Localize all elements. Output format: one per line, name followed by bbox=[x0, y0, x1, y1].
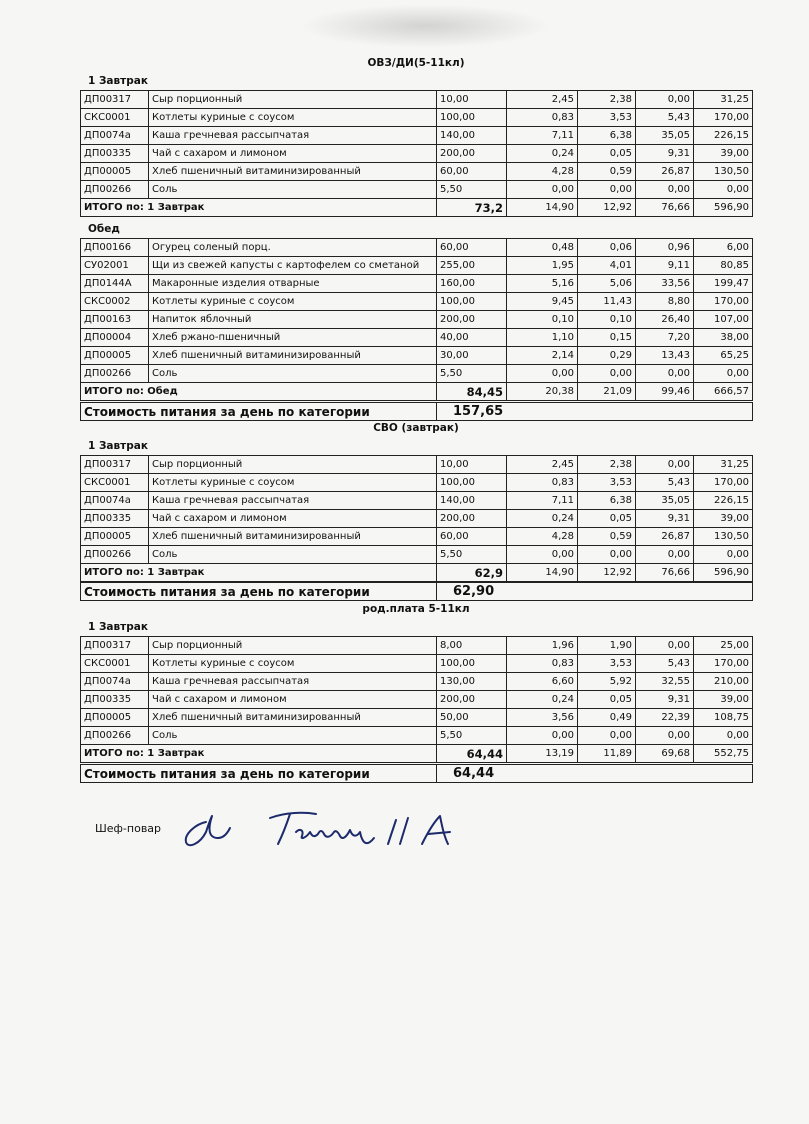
item-fats: 0,00 bbox=[578, 546, 636, 564]
item-code: ДП00005 bbox=[81, 528, 149, 546]
table-row bbox=[81, 510, 753, 528]
item-code: ДП0074а bbox=[81, 673, 149, 691]
item-fats: 0,00 bbox=[578, 365, 636, 383]
item-code: СКС0001 bbox=[81, 655, 149, 673]
item-carbs: 9,31 bbox=[636, 145, 694, 163]
table-row bbox=[81, 275, 753, 293]
item-weight: 5,50 bbox=[437, 546, 507, 564]
item-proteins: 0,00 bbox=[507, 365, 578, 383]
item-fats: 5,92 bbox=[578, 673, 636, 691]
meal-title: Обед bbox=[88, 223, 120, 235]
item-calories: 210,00 bbox=[694, 673, 753, 691]
item-proteins: 1,96 bbox=[507, 637, 578, 655]
table-row bbox=[81, 127, 753, 145]
item-calories: 170,00 bbox=[694, 293, 753, 311]
item-weight: 200,00 bbox=[437, 145, 507, 163]
item-code: СКС0001 bbox=[81, 474, 149, 492]
total-weight: 84,45 bbox=[437, 383, 507, 401]
item-calories: 0,00 bbox=[694, 727, 753, 745]
table-row bbox=[81, 528, 753, 546]
item-fats: 0,00 bbox=[578, 727, 636, 745]
item-calories: 130,50 bbox=[694, 163, 753, 181]
item-weight: 10,00 bbox=[437, 456, 507, 474]
item-carbs: 0,00 bbox=[636, 365, 694, 383]
total-label: ИТОГО по: 1 Завтрак bbox=[81, 199, 437, 217]
item-name: Чай с сахаром и лимоном bbox=[149, 510, 437, 528]
menu-table bbox=[80, 238, 753, 401]
item-calories: 39,00 bbox=[694, 691, 753, 709]
total-weight: 73,2 bbox=[437, 199, 507, 217]
item-fats: 5,06 bbox=[578, 275, 636, 293]
table-row bbox=[81, 181, 753, 199]
item-fats: 3,53 bbox=[578, 474, 636, 492]
item-fats: 0,15 bbox=[578, 329, 636, 347]
item-name: Чай с сахаром и лимоном bbox=[149, 145, 437, 163]
daily-cost-row bbox=[80, 582, 753, 601]
stamp-smudge bbox=[300, 4, 550, 48]
item-calories: 38,00 bbox=[694, 329, 753, 347]
item-code: ДП00335 bbox=[81, 145, 149, 163]
item-name: Сыр порционный bbox=[149, 637, 437, 655]
item-proteins: 0,24 bbox=[507, 510, 578, 528]
total-weight: 64,44 bbox=[437, 745, 507, 763]
item-code: СУ02001 bbox=[81, 257, 149, 275]
menu-table bbox=[80, 455, 753, 582]
item-weight: 200,00 bbox=[437, 510, 507, 528]
item-calories: 199,47 bbox=[694, 275, 753, 293]
total-proteins: 20,38 bbox=[507, 383, 578, 401]
item-code: ДП00317 bbox=[81, 91, 149, 109]
item-carbs: 22,39 bbox=[636, 709, 694, 727]
item-proteins: 0,00 bbox=[507, 181, 578, 199]
item-proteins: 3,56 bbox=[507, 709, 578, 727]
item-fats: 0,05 bbox=[578, 691, 636, 709]
total-label: ИТОГО по: Обед bbox=[81, 383, 437, 401]
item-calories: 31,25 bbox=[694, 91, 753, 109]
total-carbs: 99,46 bbox=[636, 383, 694, 401]
item-name: Котлеты куриные с соусом bbox=[149, 109, 437, 127]
item-carbs: 26,87 bbox=[636, 528, 694, 546]
item-proteins: 0,48 bbox=[507, 239, 578, 257]
item-carbs: 5,43 bbox=[636, 655, 694, 673]
daily-cost-value: 64,44 bbox=[437, 765, 753, 783]
total-calories: 596,90 bbox=[694, 199, 753, 217]
table-row bbox=[81, 637, 753, 655]
item-name: Каша гречневая рассыпчатая bbox=[149, 127, 437, 145]
item-calories: 130,50 bbox=[694, 528, 753, 546]
item-name: Котлеты куриные с соусом bbox=[149, 474, 437, 492]
item-carbs: 5,43 bbox=[636, 109, 694, 127]
total-row bbox=[81, 199, 753, 217]
item-name: Хлеб пшеничный витаминизированный bbox=[149, 528, 437, 546]
item-carbs: 9,11 bbox=[636, 257, 694, 275]
section-title: род.плата 5-11кл bbox=[362, 603, 470, 615]
item-proteins: 0,10 bbox=[507, 311, 578, 329]
item-weight: 100,00 bbox=[437, 474, 507, 492]
item-calories: 226,15 bbox=[694, 492, 753, 510]
menu-table bbox=[80, 636, 753, 763]
total-weight: 62,9 bbox=[437, 564, 507, 582]
item-code: ДП0074а bbox=[81, 127, 149, 145]
item-carbs: 32,55 bbox=[636, 673, 694, 691]
item-weight: 5,50 bbox=[437, 181, 507, 199]
item-calories: 31,25 bbox=[694, 456, 753, 474]
item-proteins: 2,45 bbox=[507, 456, 578, 474]
total-label: ИТОГО по: 1 Завтрак bbox=[81, 745, 437, 763]
total-row bbox=[81, 745, 753, 763]
table-row bbox=[81, 311, 753, 329]
item-calories: 39,00 bbox=[694, 145, 753, 163]
item-weight: 5,50 bbox=[437, 365, 507, 383]
item-code: ДП00005 bbox=[81, 163, 149, 181]
item-name: Сыр порционный bbox=[149, 91, 437, 109]
item-calories: 170,00 bbox=[694, 474, 753, 492]
item-proteins: 1,10 bbox=[507, 329, 578, 347]
item-code: ДП00163 bbox=[81, 311, 149, 329]
item-weight: 200,00 bbox=[437, 311, 507, 329]
total-row bbox=[81, 564, 753, 582]
table-row bbox=[81, 163, 753, 181]
item-carbs: 26,87 bbox=[636, 163, 694, 181]
item-fats: 4,01 bbox=[578, 257, 636, 275]
item-weight: 10,00 bbox=[437, 91, 507, 109]
item-name: Хлеб пшеничный витаминизированный bbox=[149, 709, 437, 727]
item-calories: 0,00 bbox=[694, 546, 753, 564]
table-row bbox=[81, 673, 753, 691]
daily-cost-value: 157,65 bbox=[437, 403, 753, 421]
item-calories: 25,00 bbox=[694, 637, 753, 655]
item-weight: 100,00 bbox=[437, 293, 507, 311]
item-carbs: 33,56 bbox=[636, 275, 694, 293]
item-proteins: 0,24 bbox=[507, 691, 578, 709]
total-carbs: 69,68 bbox=[636, 745, 694, 763]
item-code: ДП00266 bbox=[81, 546, 149, 564]
item-weight: 60,00 bbox=[437, 528, 507, 546]
item-carbs: 0,00 bbox=[636, 637, 694, 655]
item-carbs: 0,00 bbox=[636, 546, 694, 564]
item-weight: 140,00 bbox=[437, 127, 507, 145]
item-code: ДП00335 bbox=[81, 691, 149, 709]
item-name: Котлеты куриные с соусом bbox=[149, 655, 437, 673]
item-name: Соль bbox=[149, 546, 437, 564]
item-calories: 107,00 bbox=[694, 311, 753, 329]
table-row bbox=[81, 655, 753, 673]
item-code: ДП00005 bbox=[81, 709, 149, 727]
table-row bbox=[81, 727, 753, 745]
item-name: Соль bbox=[149, 727, 437, 745]
item-name: Хлеб пшеничный витаминизированный bbox=[149, 347, 437, 365]
item-proteins: 2,45 bbox=[507, 91, 578, 109]
item-weight: 60,00 bbox=[437, 239, 507, 257]
item-code: ДП00166 bbox=[81, 239, 149, 257]
item-code: СКС0002 bbox=[81, 293, 149, 311]
daily-cost-label: Стоимость питания за день по категории bbox=[81, 583, 437, 601]
item-fats: 1,90 bbox=[578, 637, 636, 655]
item-proteins: 2,14 bbox=[507, 347, 578, 365]
section-title: ОВЗ/ДИ(5-11кл) bbox=[367, 57, 465, 69]
item-fats: 3,53 bbox=[578, 109, 636, 127]
table-row bbox=[81, 145, 753, 163]
table-row bbox=[81, 709, 753, 727]
total-calories: 666,57 bbox=[694, 383, 753, 401]
item-name: Огурец соленый порц. bbox=[149, 239, 437, 257]
item-code: ДП00317 bbox=[81, 637, 149, 655]
item-proteins: 0,00 bbox=[507, 546, 578, 564]
item-fats: 0,59 bbox=[578, 163, 636, 181]
item-calories: 80,85 bbox=[694, 257, 753, 275]
item-fats: 0,59 bbox=[578, 528, 636, 546]
item-weight: 100,00 bbox=[437, 109, 507, 127]
item-weight: 8,00 bbox=[437, 637, 507, 655]
item-carbs: 13,43 bbox=[636, 347, 694, 365]
item-name: Соль bbox=[149, 365, 437, 383]
item-proteins: 0,83 bbox=[507, 109, 578, 127]
item-carbs: 8,80 bbox=[636, 293, 694, 311]
table-row bbox=[81, 293, 753, 311]
item-calories: 39,00 bbox=[694, 510, 753, 528]
item-name: Каша гречневая рассыпчатая bbox=[149, 673, 437, 691]
item-weight: 50,00 bbox=[437, 709, 507, 727]
item-weight: 255,00 bbox=[437, 257, 507, 275]
item-fats: 6,38 bbox=[578, 127, 636, 145]
meal-title: 1 Завтрак bbox=[88, 621, 148, 633]
table-row bbox=[81, 691, 753, 709]
menu-table bbox=[80, 90, 753, 217]
item-name: Котлеты куриные с соусом bbox=[149, 293, 437, 311]
item-name: Напиток яблочный bbox=[149, 311, 437, 329]
item-fats: 0,05 bbox=[578, 510, 636, 528]
item-code: ДП00266 bbox=[81, 365, 149, 383]
item-proteins: 9,45 bbox=[507, 293, 578, 311]
total-calories: 596,90 bbox=[694, 564, 753, 582]
table-row bbox=[81, 456, 753, 474]
item-carbs: 5,43 bbox=[636, 474, 694, 492]
daily-cost-row bbox=[80, 764, 753, 783]
item-carbs: 0,00 bbox=[636, 91, 694, 109]
item-proteins: 0,00 bbox=[507, 727, 578, 745]
total-fats: 21,09 bbox=[578, 383, 636, 401]
item-weight: 140,00 bbox=[437, 492, 507, 510]
item-weight: 60,00 bbox=[437, 163, 507, 181]
item-fats: 0,29 bbox=[578, 347, 636, 365]
total-proteins: 14,90 bbox=[507, 199, 578, 217]
item-weight: 30,00 bbox=[437, 347, 507, 365]
table-row bbox=[81, 365, 753, 383]
item-proteins: 7,11 bbox=[507, 492, 578, 510]
item-carbs: 26,40 bbox=[636, 311, 694, 329]
item-calories: 108,75 bbox=[694, 709, 753, 727]
item-fats: 0,49 bbox=[578, 709, 636, 727]
chef-label: Шеф-повар bbox=[95, 822, 162, 835]
item-calories: 170,00 bbox=[694, 109, 753, 127]
item-proteins: 0,83 bbox=[507, 655, 578, 673]
table-row bbox=[81, 239, 753, 257]
item-proteins: 6,60 bbox=[507, 673, 578, 691]
item-fats: 6,38 bbox=[578, 492, 636, 510]
total-fats: 12,92 bbox=[578, 564, 636, 582]
item-weight: 160,00 bbox=[437, 275, 507, 293]
item-code: СКС0001 bbox=[81, 109, 149, 127]
item-proteins: 4,28 bbox=[507, 528, 578, 546]
table-row bbox=[81, 347, 753, 365]
item-carbs: 0,96 bbox=[636, 239, 694, 257]
item-weight: 200,00 bbox=[437, 691, 507, 709]
table-row bbox=[81, 91, 753, 109]
item-carbs: 0,00 bbox=[636, 727, 694, 745]
total-carbs: 76,66 bbox=[636, 199, 694, 217]
item-weight: 5,50 bbox=[437, 727, 507, 745]
item-carbs: 9,31 bbox=[636, 691, 694, 709]
item-carbs: 0,00 bbox=[636, 456, 694, 474]
item-name: Каша гречневая рассыпчатая bbox=[149, 492, 437, 510]
item-calories: 170,00 bbox=[694, 655, 753, 673]
item-calories: 65,25 bbox=[694, 347, 753, 365]
item-fats: 0,00 bbox=[578, 181, 636, 199]
item-name: Соль bbox=[149, 181, 437, 199]
item-name: Хлеб пшеничный витаминизированный bbox=[149, 163, 437, 181]
item-carbs: 0,00 bbox=[636, 181, 694, 199]
item-code: ДП00335 bbox=[81, 510, 149, 528]
item-name: Хлеб ржано-пшеничный bbox=[149, 329, 437, 347]
total-label: ИТОГО по: 1 Завтрак bbox=[81, 564, 437, 582]
item-fats: 0,05 bbox=[578, 145, 636, 163]
item-name: Сыр порционный bbox=[149, 456, 437, 474]
total-proteins: 13,19 bbox=[507, 745, 578, 763]
item-calories: 0,00 bbox=[694, 181, 753, 199]
item-calories: 226,15 bbox=[694, 127, 753, 145]
item-proteins: 0,24 bbox=[507, 145, 578, 163]
section-title: СВО (завтрак) bbox=[373, 422, 459, 434]
item-code: ДП00317 bbox=[81, 456, 149, 474]
table-row bbox=[81, 474, 753, 492]
item-carbs: 7,20 bbox=[636, 329, 694, 347]
meal-title: 1 Завтрак bbox=[88, 75, 148, 87]
daily-cost-row bbox=[80, 402, 753, 421]
daily-cost-label: Стоимость питания за день по категории bbox=[81, 403, 437, 421]
item-name: Макаронные изделия отварные bbox=[149, 275, 437, 293]
item-fats: 2,38 bbox=[578, 456, 636, 474]
meal-title: 1 Завтрак bbox=[88, 440, 148, 452]
item-code: ДП0144А bbox=[81, 275, 149, 293]
item-carbs: 35,05 bbox=[636, 492, 694, 510]
item-weight: 130,00 bbox=[437, 673, 507, 691]
item-name: Щи из свежей капусты с картофелем со сметаной bbox=[149, 257, 437, 275]
item-proteins: 1,95 bbox=[507, 257, 578, 275]
item-calories: 0,00 bbox=[694, 365, 753, 383]
item-calories: 6,00 bbox=[694, 239, 753, 257]
item-proteins: 0,83 bbox=[507, 474, 578, 492]
item-code: ДП00004 bbox=[81, 329, 149, 347]
item-carbs: 35,05 bbox=[636, 127, 694, 145]
item-carbs: 9,31 bbox=[636, 510, 694, 528]
daily-cost-value: 62,90 bbox=[437, 583, 753, 601]
item-name: Чай с сахаром и лимоном bbox=[149, 691, 437, 709]
item-fats: 2,38 bbox=[578, 91, 636, 109]
item-weight: 40,00 bbox=[437, 329, 507, 347]
item-proteins: 7,11 bbox=[507, 127, 578, 145]
total-row bbox=[81, 383, 753, 401]
item-proteins: 5,16 bbox=[507, 275, 578, 293]
total-fats: 11,89 bbox=[578, 745, 636, 763]
item-fats: 3,53 bbox=[578, 655, 636, 673]
total-carbs: 76,66 bbox=[636, 564, 694, 582]
table-row bbox=[81, 109, 753, 127]
item-code: ДП0074а bbox=[81, 492, 149, 510]
item-fats: 0,10 bbox=[578, 311, 636, 329]
total-fats: 12,92 bbox=[578, 199, 636, 217]
item-fats: 11,43 bbox=[578, 293, 636, 311]
item-code: ДП00266 bbox=[81, 181, 149, 199]
item-proteins: 4,28 bbox=[507, 163, 578, 181]
item-fats: 0,06 bbox=[578, 239, 636, 257]
table-row bbox=[81, 546, 753, 564]
item-code: ДП00005 bbox=[81, 347, 149, 365]
item-weight: 100,00 bbox=[437, 655, 507, 673]
table-row bbox=[81, 257, 753, 275]
table-row bbox=[81, 329, 753, 347]
daily-cost-label: Стоимость питания за день по категории bbox=[81, 765, 437, 783]
table-row bbox=[81, 492, 753, 510]
chef-signature bbox=[178, 802, 478, 852]
item-code: ДП00266 bbox=[81, 727, 149, 745]
total-calories: 552,75 bbox=[694, 745, 753, 763]
total-proteins: 14,90 bbox=[507, 564, 578, 582]
